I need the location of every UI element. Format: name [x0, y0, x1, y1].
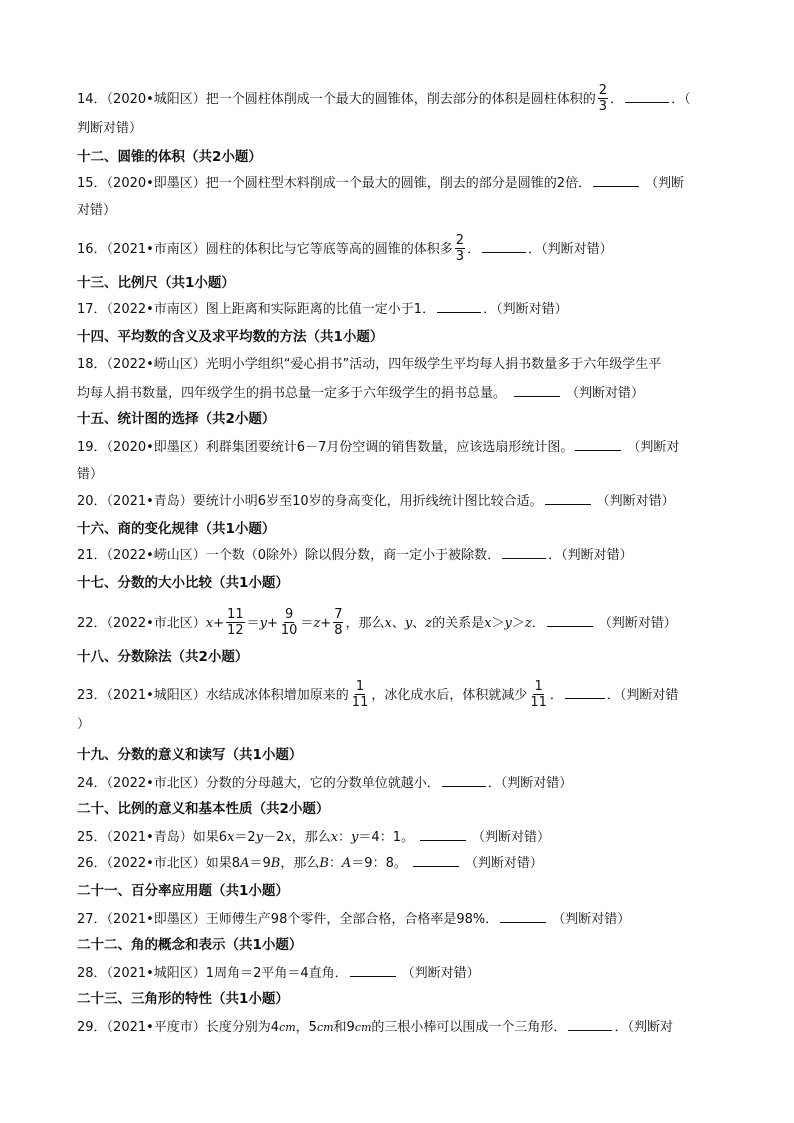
fraction: $\frac{2}{3}$: [598, 83, 608, 114]
answer-blank[interactable]: [565, 686, 605, 699]
answer-blank[interactable]: [482, 240, 526, 253]
fraction: $\frac{1}{11}$: [530, 679, 547, 710]
question-19: 19．（2020•即墨区）利群集团要统计6－7月份空调的销售数量，应该选扇形统计图。 （判断对: [77, 440, 680, 455]
section-heading: 十八、分数除法（共2小题）: [77, 649, 249, 665]
section-heading: 二十一、百分率应用题（共1小题）: [77, 883, 289, 899]
question-25: 25．（2021•青岛）如果6x＝2y－2x，那么x：y＝4：1。 （判断对错）: [77, 830, 550, 845]
fraction: $\frac{2}{3}$: [455, 233, 465, 264]
section-heading: 二十、比例的意义和基本性质（共2小题）: [77, 801, 330, 817]
question-14-cont: 判断对错）: [77, 121, 143, 136]
question-21: 21．（2022•崂山区）一个数（0除外）除以假分数，商一定小于被除数． ．（判断对错）: [77, 548, 633, 563]
section-heading: 十四、平均数的含义及求平均数的方法（共1小题）: [77, 329, 384, 345]
section-heading: 十九、分数的意义和读写（共1小题）: [77, 747, 303, 763]
answer-blank[interactable]: [568, 1018, 612, 1031]
answer-blank[interactable]: [575, 438, 621, 451]
question-29: 29．（2021•平度市）长度分别为4cm，5cm和9cm的三根小棒可以围成一个三角形． ．（判断对: [77, 1020, 673, 1035]
question-22: 22．（2022•市北区）x+ $\frac{11}{12}$ ＝y+ $\frac{9}{10}$ ＝z+ $\frac{7}{8}$ ，那么x、y、z的关系是x＞y＞z． （判断对错）: [77, 607, 677, 638]
fraction: $\frac{11}{12}$: [227, 607, 244, 638]
answer-blank[interactable]: [420, 828, 466, 841]
question-16: 16．（2021•市南区）圆柱的体积比与它等底等高的圆锥的体积多 $\frac{2}{3}$ ． ．（判断对错）: [77, 233, 613, 264]
question-23: 23．（2021•城阳区）水结成冰体积增加原来的 $\frac{1}{11}$ ，冰化成水后，体积就减少 $\frac{1}{11}$ ． ．（判断对错: [77, 679, 679, 710]
answer-blank[interactable]: [593, 174, 639, 187]
answer-blank[interactable]: [625, 90, 669, 103]
section-heading: 十三、比例尺（共1小题）: [77, 275, 235, 291]
question-18-cont: 均每人捐书数量，四年级学生的捐书总量一定多于六年级学生的捐书总量。 （判断对错）: [77, 386, 645, 401]
question-27: 27．（2021•即墨区）王师傅生产98个零件，全部合格，合格率是98%． （判断对错）: [77, 912, 631, 927]
answer-blank[interactable]: [500, 910, 546, 923]
answer-blank[interactable]: [547, 614, 593, 627]
fraction: $\frac{1}{11}$: [351, 679, 369, 710]
answer-blank[interactable]: [502, 546, 546, 559]
question-15: 15．（2020•即墨区）把一个圆柱型木料削成一个最大的圆锥，削去的部分是圆锥的2倍． （判断: [77, 176, 685, 191]
question-26: 26．（2022•市北区）如果8A＝9B，那么B：A＝9：8。 （判断对错）: [77, 856, 543, 871]
answer-blank[interactable]: [350, 964, 396, 977]
fraction: $\frac{9}{10}$: [280, 607, 298, 638]
question-17: 17．（2022•市南区）图上距离和实际距离的比值一定小于1． ．（判断对错）: [77, 302, 568, 317]
question-20: 20．（2021•青岛）要统计小明6岁至10岁的身高变化，用折线统计图比较合适。 （判断对错）: [77, 494, 675, 509]
fraction: $\frac{7}{8}$: [334, 607, 343, 638]
question-14: 14．（2020•城阳区）把一个圆柱体削成一个最大的圆锥体，削去部分的体积是圆柱体积的 $\frac{2}{3}$ ． ．（: [77, 83, 691, 114]
answer-blank[interactable]: [442, 774, 486, 787]
answer-blank[interactable]: [413, 854, 459, 867]
section-heading: 二十三、三角形的特性（共1小题）: [77, 991, 289, 1007]
section-heading: 十五、统计图的选择（共2小题）: [77, 411, 276, 427]
answer-blank[interactable]: [437, 300, 481, 313]
question-23-cont: ）: [77, 717, 91, 732]
answer-blank[interactable]: [514, 384, 560, 397]
question-28: 28．（2021•城阳区）1周角＝2平角＝4直角． （判断对错）: [77, 966, 480, 981]
question-24: 24．（2022•市北区）分数的分母越大，它的分数单位就越小． ．（判断对错）: [77, 776, 573, 791]
question-19-cont: 错）: [77, 467, 104, 482]
section-heading: 十七、分数的大小比较（共1小题）: [77, 575, 289, 591]
section-heading: 十二、圆锥的体积（共2小题）: [77, 149, 262, 165]
section-heading: 二十二、角的概念和表示（共1小题）: [77, 937, 303, 953]
question-18: 18．（2022•崂山区）光明小学组织“爱心捐书”活动，四年级学生平均每人捐书数量多于六年级学生平: [77, 357, 662, 372]
section-heading: 十六、商的变化规律（共1小题）: [77, 521, 276, 537]
question-15-cont: 对错）: [77, 203, 117, 218]
answer-blank[interactable]: [545, 492, 591, 505]
